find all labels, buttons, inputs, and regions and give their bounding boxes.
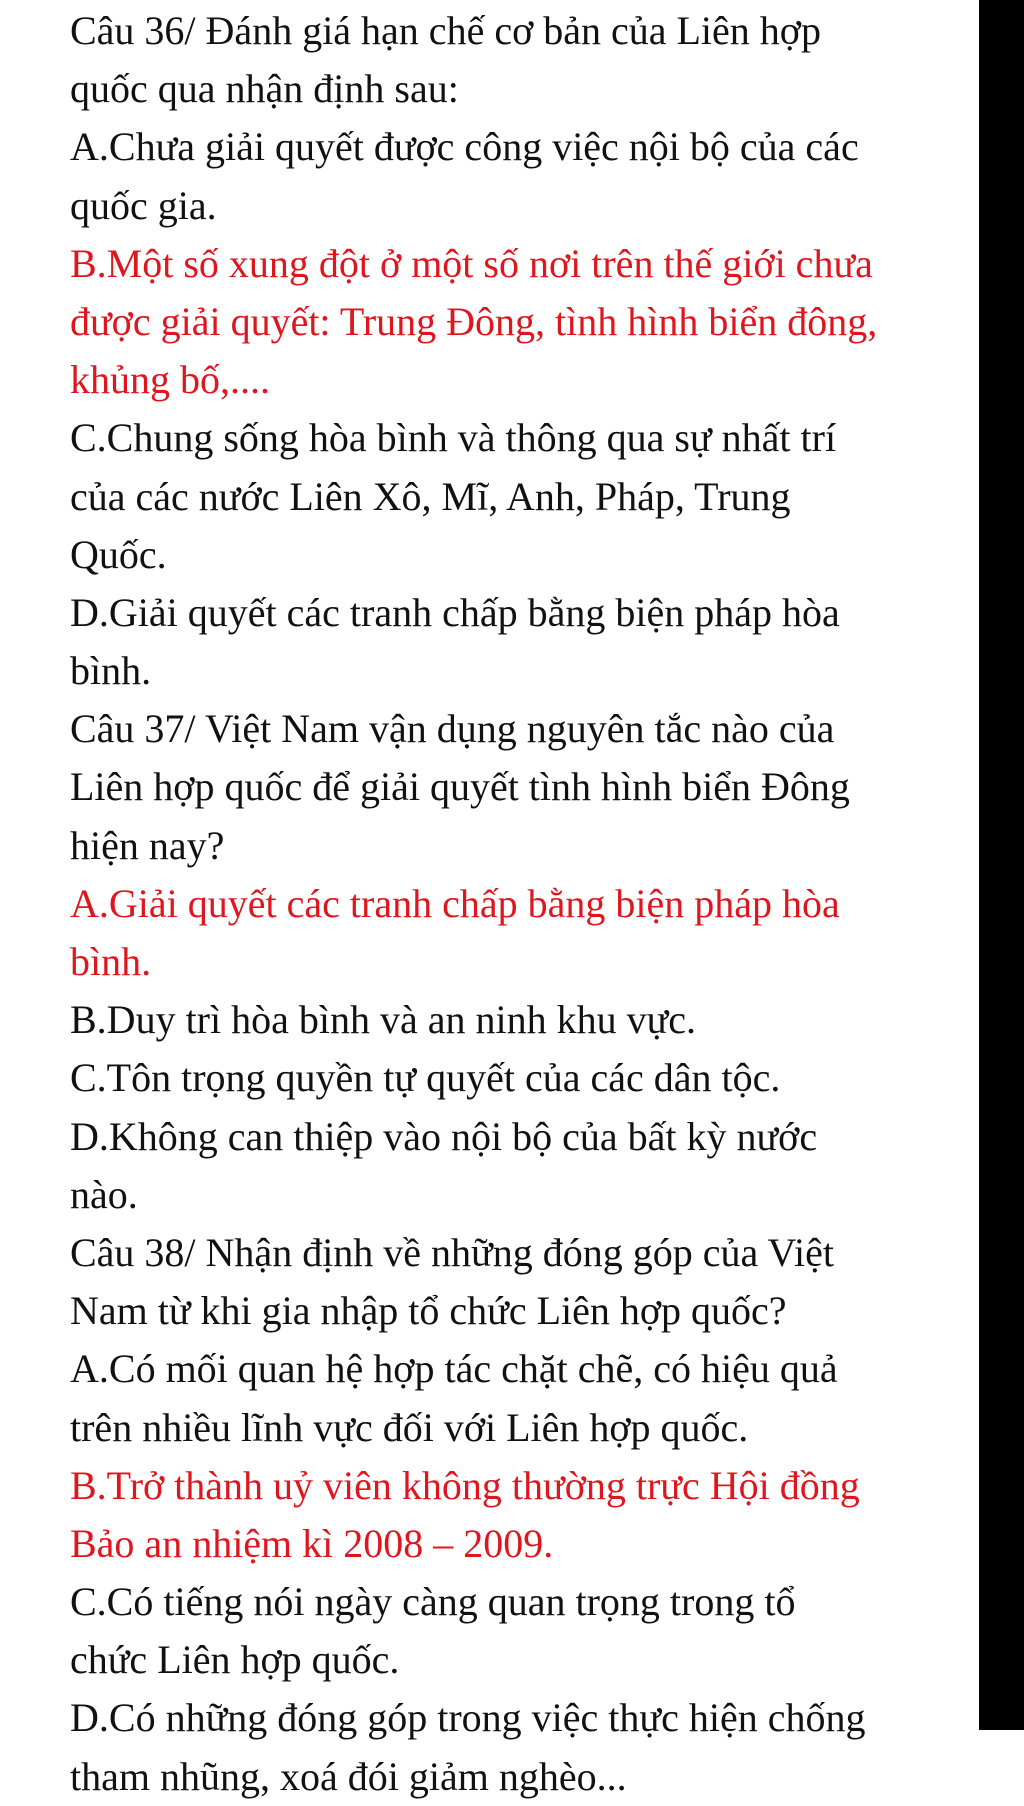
text-line: quốc qua nhận định sau:: [70, 66, 459, 112]
answer-line: B.Trở thành uỷ viên không thường trực Hội đồng: [70, 1462, 860, 1508]
text-line: B.Duy trì hòa bình và an ninh khu vực.: [70, 997, 697, 1043]
text-line: Liên hợp quốc để giải quyết tình hình biển Đông: [70, 764, 850, 810]
text-line: A.Chưa giải quyết được công việc nội bộ của các: [70, 124, 859, 170]
text-line: C.Chung sống hòa bình và thông qua sự nhất trí: [70, 415, 837, 461]
text-line: quốc gia.: [70, 182, 217, 228]
text-line: Câu 36/ Đánh giá hạn chế cơ bản của Liên hợp: [70, 8, 821, 53]
answer-line: khủng bố,....: [70, 357, 270, 403]
text-line: trên nhiều lĩnh vực đối với Liên hợp quốc.: [70, 1404, 749, 1450]
quiz-document: [70, 2, 980, 1806]
text-line: Câu 38/ Nhận định về những đóng góp của Việt: [70, 1229, 834, 1275]
answer-line: Bảo an nhiệm kì 2008 – 2009.: [70, 1520, 554, 1566]
text-line: D.Có những đóng góp trong việc thực hiện chống: [70, 1695, 866, 1741]
text-line: hiện nay?: [70, 822, 225, 868]
text-line: của các nước Liên Xô, Mĩ, Anh, Pháp, Trung: [70, 473, 791, 519]
text-line: D.Giải quyết các tranh chấp bằng biện pháp hòa: [70, 589, 840, 635]
answer-line: A.Giải quyết các tranh chấp bằng biện pháp hòa: [70, 880, 840, 926]
text-line: Câu 37/ Việt Nam vận dụng nguyên tắc nào của: [70, 706, 835, 752]
text-line: tham nhũng, xoá đói giảm nghèo...: [70, 1753, 627, 1799]
answer-line: bình.: [70, 939, 152, 984]
answer-line: được giải quyết: Trung Đông, tình hình biển đông,: [70, 298, 878, 344]
text-line: Quốc.: [70, 531, 167, 577]
text-line: C.Tôn trọng quyền tự quyết của các dân tộc.: [70, 1055, 781, 1101]
text-line: Nam từ khi gia nhập tổ chức Liên hợp quốc?: [70, 1288, 787, 1334]
right-edge-bar: [979, 0, 1024, 1730]
text-line: nào.: [70, 1171, 138, 1217]
text-line: D.Không can thiệp vào nội bộ của bất kỳ nước: [70, 1113, 818, 1159]
text-line: bình.: [70, 648, 152, 694]
text-line: C.Có tiếng nói ngày càng quan trọng trong tổ: [70, 1579, 796, 1625]
answer-line: B.Một số xung đột ở một số nơi trên thế giới chưa: [70, 240, 873, 286]
text-line: A.Có mối quan hệ hợp tác chặt chẽ, có hiệu quả: [70, 1346, 838, 1392]
text-line: chức Liên hợp quốc.: [70, 1637, 400, 1683]
